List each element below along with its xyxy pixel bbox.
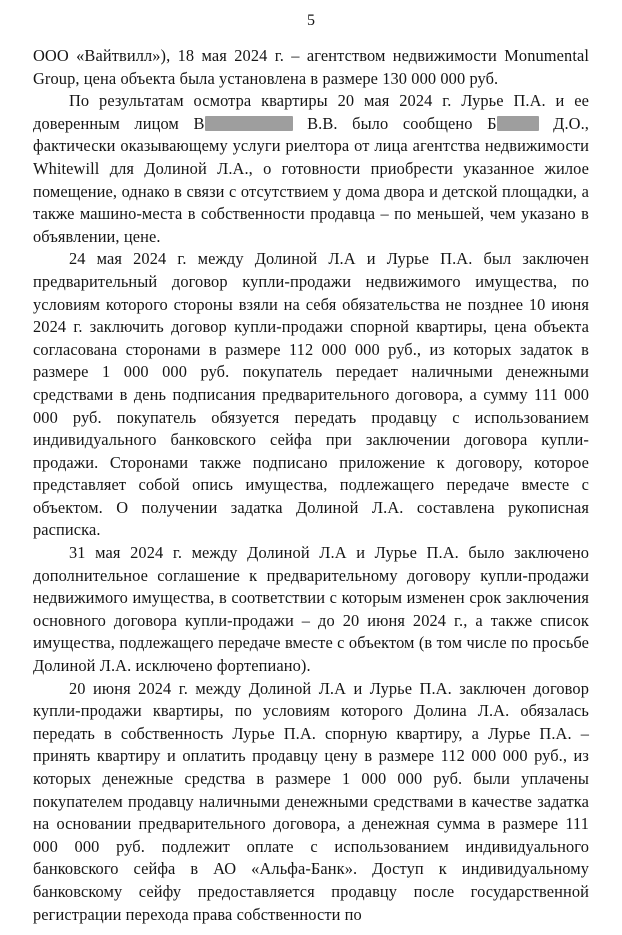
paragraph-text: Д.О., фактически оказывающему услуги риелтора от лица агентства недвижимости Whitewill для Долиной Л.А., о готовности приобрести указанное жилое помещение, однако в связи с отсутствием у дома двора и детской площадки, а также машино-места в собственности продавца – по меньшей, чем указано в объявлении, цене. [33, 113, 589, 246]
paragraph-text: 20 июня 2024 г. между Долиной Л.А и Лурье П.А. заключен договор купли-продажи квартиры, по условиям которого Долина Л.А. обязалась передать в собственность Лурье П.А. спорную квартиру, а Лурье П.А. – принять квартиру и оплатить продавцу цену в размере 112 000 000 руб., из которых денежные средства в размере 1 000 000 руб. были уплачены покупателем продавцу наличными денежными средствами в качестве задатка на основании предварительного договора, а денежная сумма в размере 111 000 000 руб. подлежит оплате с использованием индивидуального банковского сейфа в АО «Альфа-Банк». Доступ к индивидуальному банковскому сейфу предоставляется продавцу после государственной регистрации перехода права собственности по [33, 678, 589, 924]
paragraph [33, 542, 589, 678]
paragraph [33, 248, 589, 542]
paragraph [33, 678, 589, 927]
paragraph-text: По результатам осмотра квартиры 20 мая 2024 г. Лурье П.А. и ее доверенным лицом В [33, 91, 589, 133]
paragraph-text: В.В. было сообщено Б [292, 113, 497, 133]
paragraph-text: ООО «Вайтвилл»), 18 мая 2024 г. – агентством недвижимости Monumental Group, цена объекта была установлена в размере 130 000 000 руб. [33, 46, 589, 88]
redaction-box [497, 116, 539, 131]
page-number: 5 [307, 12, 315, 29]
paragraph [33, 45, 589, 90]
redaction-box [205, 116, 293, 131]
paragraph [33, 90, 589, 248]
paragraph-text: 31 мая 2024 г. между Долиной Л.А и Лурье П.А. было заключено дополнительное соглашение к предварительному договору купли-продажи недвижимого имущества, в соответствии с которым изменен срок заключения основного договора купли-продажи – до 20 июня 2024 г., а также список имущества, подлежащего передаче вместе с объектом (в том числе по просьбе Долиной Л.А. исключено фортепиано). [33, 543, 589, 676]
paragraph-text: 24 мая 2024 г. между Долиной Л.А и Лурье П.А. был заключен предварительный договор купли-продажи недвижимого имущества, по условиям которого стороны взяли на себя обязательства не позднее 10 июня 2024 г. заключить договор купли-продажи спорной квартиры, цена объекта согласована сторонами в размере 112 000 000 руб., из которых задаток в размере 1 000 000 руб. покупатель передает наличными денежными средствами в день подписания предварительного договора, а сумму 111 000 000 руб. покупатель обязуется передать продавцу с использованием индивидуального банковского сейфа при заключении договора купли-продажи. Сторонами также подписано приложение к договору, которое представляет собой опись имущества, подлежащего передаче вместе с объектом. О получении задатка Долиной Л.А. составлена рукописная расписка. [33, 249, 589, 540]
document-body [33, 45, 589, 926]
